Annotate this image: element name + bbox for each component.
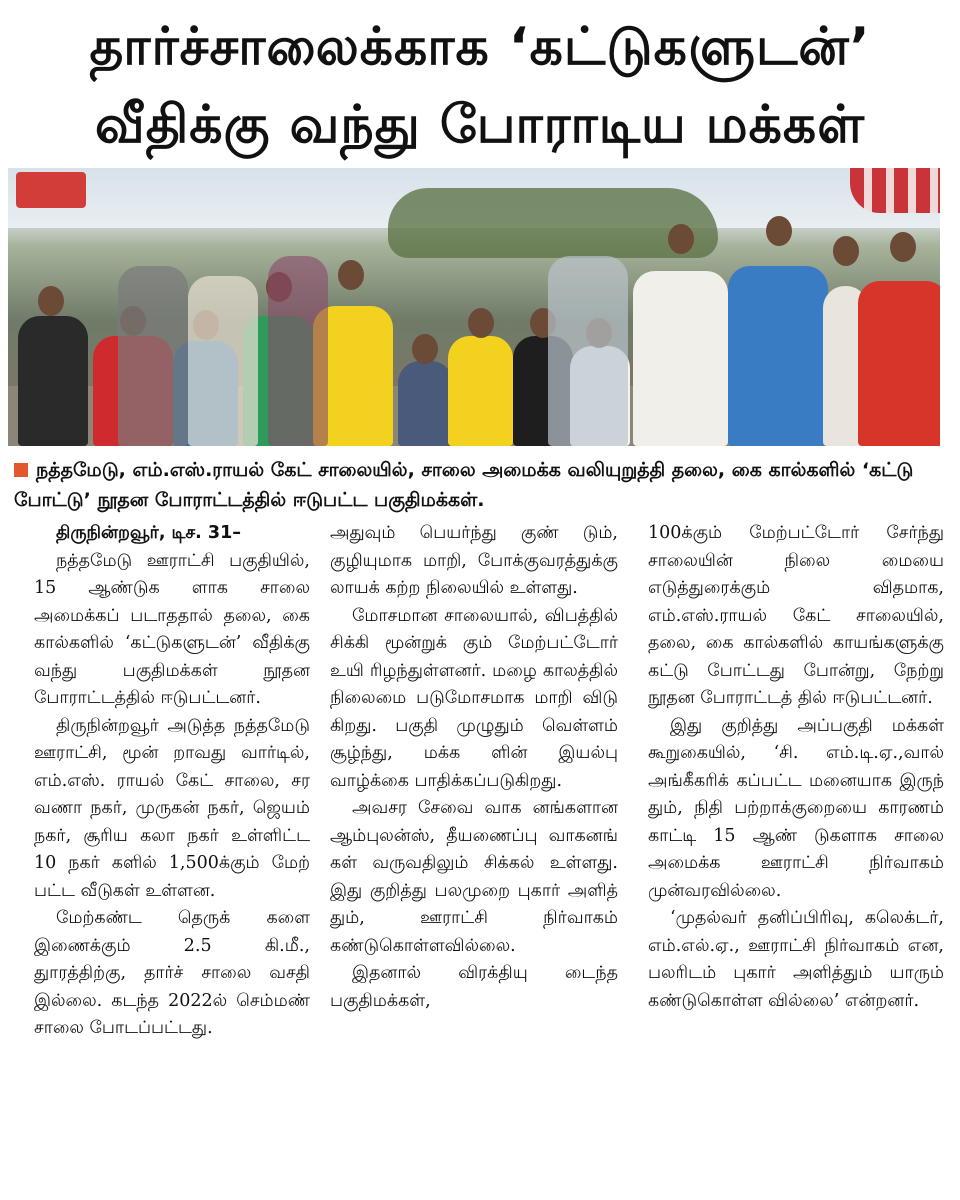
photo-tent: [850, 168, 940, 213]
paragraph: ‘முதல்வர் தனிப்பிரிவு, கலெக்டர், எம்.எல்.ஏ., ஊராட்சி நிர்வாகம் என, பலரிடம் புகார் அளித்தும் யாரும் கண்டுகொள்ள வில்லை’ என்றனர்.: [648, 908, 944, 1011]
caption-marker-icon: [14, 463, 28, 477]
article-column-2: [330, 520, 618, 1190]
headline: [0, 8, 960, 164]
article-column-1: [34, 520, 310, 1190]
caption-text: நத்தமேடு, எம்.எஸ்.ராயல் கேட் சாலையில், சாலை அமைக்க வலியுறுத்தி தலை, கை கால்களில் ‘கட்டு போட்டு’ நூதன போராட்டத்தில் ஈடுபட்ட பகுதிமக்கள்.: [14, 459, 914, 511]
headline-line-1: தார்ச்சாலைக்காக ‘கட்டுகளுடன்’: [89, 17, 871, 77]
article-column-3: [648, 520, 944, 1190]
paragraph: அவசர சேவை வாக னங்களான ஆம்புலன்ஸ், தீயணைப்பு வாகனங் கள் வருவதிலும் சிக்கல் உள்ளது. இது குறித்து பலமுறை புகார் அளித் தும், ஊராட்சி நிர்வாகம் கண்டுகொள்ளவில்லை.: [330, 798, 618, 956]
dateline: திருநின்றவூர், டிச. 31–: [56, 523, 242, 543]
paragraph: மேற்கண்ட தெருக் களை இணைக்கும் 2.5 கி.மீ., துாரத்திற்கு, தார்ச் சாலை வசதி இல்லை. கடந்த 2022ல் செம்மண் சாலை போடப்பட்டது.: [34, 908, 310, 1038]
photo-signboard: [16, 172, 86, 208]
protest-photo: [8, 168, 940, 446]
paragraph: 100க்கும் மேற்பட்டோர் சேர்ந்து சாலையின் நிலை மையை எடுத்துரைக்கும் விதமாக, எம்.எஸ்.ராயல் கேட் சாலையில், தலை, கை கால்களில் காயங்களுக்கு கட்டு போட்டது போன்று, நேற்று நூதன போராட்டத் தில் ஈடுபட்டனர்.: [648, 523, 944, 708]
photo-trees: [388, 188, 718, 258]
photo-caption: [14, 455, 944, 515]
paragraph: மோசமான சாலையால், விபத்தில் சிக்கி மூன்றுக் கும் மேற்பட்டோர் உயி ரிழந்துள்ளனர். மழை காலத்தில் நிலைமை படுமோசமாக மாறி விடு கிறது. பகுதி முழுதும் வெள்ளம் சூழ்ந்து, மக்க ளின் இயல்பு வாழ்க்கை பாதிக்கப்படுகிறது.: [330, 605, 618, 791]
paragraph: இதனால் விரக்தியு டைந்த பகுதிமக்கள்,: [330, 963, 618, 1011]
paragraph: திருநின்றவூர் அடுத்த நத்தமேடு ஊராட்சி, மூன் றாவது வார்டில், எம்.எஸ். ராயல் கேட் சாலை, சர வணா நகர், முருகன் நகர், ஜெயம் நகர், சூரிய கலா நகர் உள்ளிட்ட 10 நகர் களில் 1,500க்கும் மேற் பட்ட வீடுகள் உள்ளன.: [34, 715, 310, 901]
paragraph: அதுவும் பெயர்ந்து குண் டும், குழியுமாக மாறி, போக்குவரத்துக்கு லாயக் கற்ற நிலையில் உள்ளது.: [330, 523, 618, 598]
paragraph: நத்தமேடு ஊராட்சி பகுதியில், 15 ஆண்டுக ளாக சாலை அமைக்கப் படாததால் தலை, கை கால்களில் ‘கட்டுகளுடன்’ வீதிக்கு வந்து பகுதிமக்கள் நூதன போராட்டத்தில் ஈடுபட்டனர்.: [34, 550, 310, 708]
paragraph: இது குறித்து அப்பகுதி மக்கள் கூறுகையில், ‘சி. எம்.டி.ஏ.,வால் அங்கீகரிக் கப்பட்ட மனையாக இருந் தும், நிதி பற்றாக்குறையை காரணம் காட்டி 15 ஆண் டுகளாக சாலை அமைக்க ஊராட்சி நிர்வாகம் முன்வரவில்லை.: [648, 715, 944, 901]
headline-line-2: வீதிக்கு வந்து போராடிய மக்கள்: [94, 95, 866, 155]
